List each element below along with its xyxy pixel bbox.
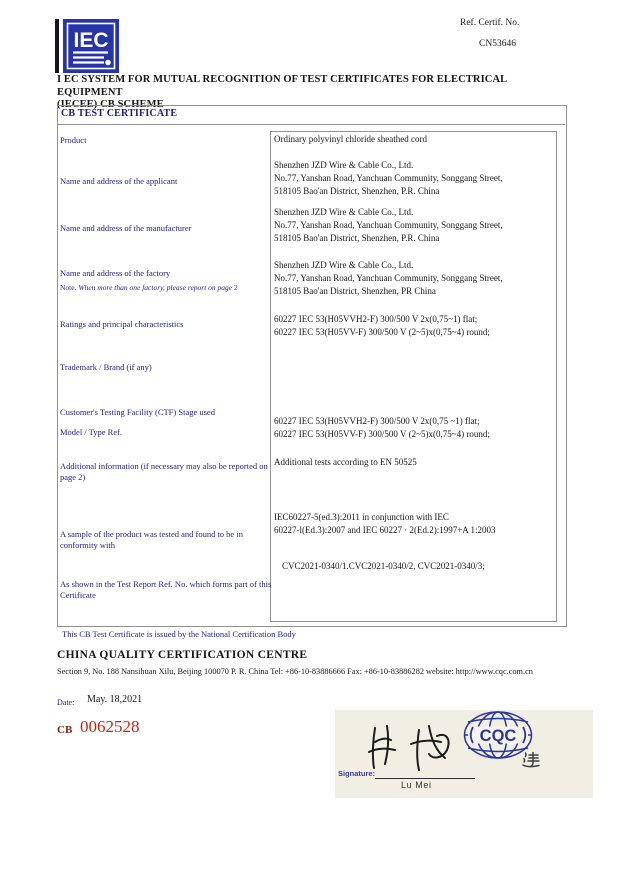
- value-model-line2: 60227 IEC 53(H05VV-F) 300/500 V (2~5)x(0,75~4) round;: [274, 429, 490, 439]
- scheme-title-line2: (IECEE) CB SCHEME: [57, 99, 164, 110]
- jian-stamp-icon: [521, 750, 541, 770]
- value-applicant-line1: Shenzhen JZD Wire & Cable Co., Ltd.: [274, 160, 414, 170]
- cb-number: 0062528: [80, 717, 140, 736]
- iec-logo: [63, 18, 120, 74]
- value-model: [274, 415, 550, 441]
- iec-logo-icon: [63, 18, 120, 74]
- value-manufacturer-line1: Shenzhen JZD Wire & Cable Co., Ltd.: [274, 207, 414, 217]
- date-label: Date:: [57, 698, 75, 707]
- value-conformity-line2: 60227-l(Ed.3):2007 and IEC 60227 · 2(Ed.2):1997+A 1:2003: [274, 525, 496, 535]
- value-manufacturer: [274, 206, 550, 245]
- iec-logo-spine: [55, 19, 59, 73]
- scheme-title-line1: I EC SYSTEM FOR MUTUAL RECOGNITION OF TEST CERTIFICATES FOR ELECTRICAL EQUIPMENT: [57, 74, 507, 98]
- label-ratings: Ratings and principal characteristics: [60, 319, 184, 329]
- ref-certif-label: Ref. Certif. No.: [460, 18, 520, 28]
- label-additional-information: Additional information (if necessary may also be reported on page 2): [60, 461, 268, 482]
- value-ratings-line2: 60227 IEC 53(H05VV-F) 300/500 V (2~5)x(0,75~4) round;: [274, 327, 490, 337]
- label-model-type-ref: Model / Type Ref.: [60, 427, 123, 437]
- value-product: Ordinary polyvinyl chloride sheathed cord: [274, 134, 427, 144]
- value-applicant-line2: No.77, Yanshan Road, Yanchuan Community, Songgang Street,: [274, 173, 503, 183]
- cb-number-prefix: CB: [57, 724, 73, 736]
- value-conformity: [274, 511, 550, 537]
- value-ratings: [274, 313, 550, 339]
- value-manufacturer-line2: No.77, Yanshan Road, Yanchuan Community, Songgang Street,: [274, 220, 503, 230]
- issued-by-statement: This CB Test Certificate is issued by the National Certification Body: [62, 629, 296, 639]
- value-test-report: CVC2021-0340/1.CVC2021-0340/2, CVC2021-0340/3;: [282, 561, 485, 571]
- svg-text:IEC: IEC: [73, 29, 109, 52]
- factory-note-italic: When more than one factory, please report on page: [78, 283, 235, 292]
- signature-line: [375, 778, 475, 779]
- label-product: Product: [60, 135, 87, 145]
- handwritten-signature: [357, 718, 462, 776]
- value-factory-line3: 518105 Bao'an District, Shenzhen, PR China: [274, 286, 436, 296]
- label-manufacturer: Name and address of the manufacturer: [60, 223, 192, 233]
- factory-note-page: 2: [234, 283, 238, 292]
- value-factory-line2: No.77, Yanshan Road, Yanchuan Community, Songgang Street,: [274, 273, 503, 283]
- signature-label: Signature:: [338, 769, 376, 778]
- value-factory-line1: Shenzhen JZD Wire & Cable Co., Ltd.: [274, 260, 414, 270]
- label-conformity: A sample of the product was tested and found to be in conformity with: [60, 529, 243, 550]
- value-conformity-line1: IEC60227-5(ed.3):2011 in conjunction with IEC: [274, 512, 449, 522]
- value-manufacturer-line3: 518105 Bao'an District, Shenzhen, P.R. China: [274, 233, 440, 243]
- ncb-name: CHINA QUALITY CERTIFICATION CENTRE: [57, 649, 308, 661]
- value-ratings-line1: 60227 IEC 53(H05VVH2-F) 300/500 V 2x(0,75~1) flat;: [274, 314, 478, 324]
- date-value: May. 18,2021: [87, 694, 143, 705]
- certificate-values-box: [270, 131, 557, 622]
- label-trademark: Trademark / Brand (if any): [60, 362, 152, 372]
- signatory-name: Lu Mei: [401, 780, 432, 790]
- label-test-report: As shown in the Test Report Ref. No. which forms part of this Certificate: [60, 579, 272, 600]
- factory-note-prefix: Note.: [60, 283, 79, 292]
- certificate-title-row: [57, 105, 565, 125]
- signature-region: [335, 710, 593, 798]
- value-model-line1: 60227 IEC 53(H05VVH2-F) 300/500 V 2x(0,75 ~1) flat;: [274, 416, 480, 426]
- value-applicant-line3: 518105 Bao'an District, Shenzhen, P.R. China: [274, 186, 440, 196]
- value-additional-information: Additional tests according to EN 50525: [274, 457, 417, 467]
- value-factory: [274, 259, 550, 298]
- label-factory-note: [60, 283, 238, 292]
- ref-certif-number: CN53646: [479, 39, 516, 49]
- svg-text:CQC: CQC: [479, 727, 517, 745]
- label-applicant: Name and address of the applicant: [60, 176, 178, 186]
- value-applicant: [274, 159, 550, 198]
- label-ctf-stage: Customer's Testing Facility (CTF) Stage used: [60, 407, 215, 417]
- label-factory: Name and address of the factory: [60, 268, 171, 278]
- ncb-address: Section 9, No. 188 Nansihuan Xilu, Beijing 100070 P. R. China Tel: +86-10-83886666 Fax: +86-10-83886282 website: http://www.cqc.com.cn: [57, 667, 533, 676]
- certificate-title: CB TEST CERTIFICATE: [61, 108, 178, 119]
